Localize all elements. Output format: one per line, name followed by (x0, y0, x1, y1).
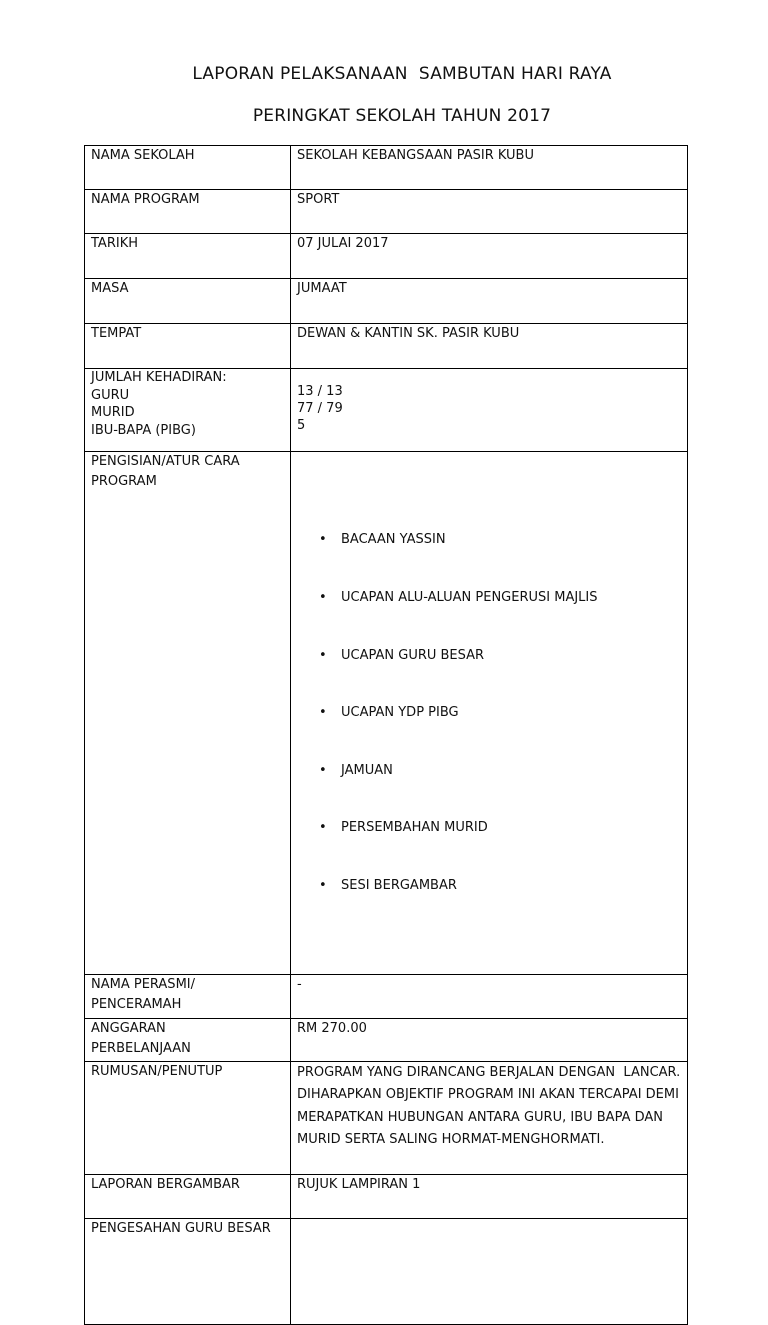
list-item: • UCAPAN GURU BESAR (341, 646, 681, 665)
list-item: • PERSEMBAHAN MURID (341, 818, 681, 837)
table-row (85, 369, 688, 452)
table-row (85, 324, 688, 369)
row-label-masa: MASA (85, 279, 291, 324)
rumusan-line: MERAPATKAN HUBUNGAN ANTARA GURU, IBU BAPA DAN (297, 1109, 663, 1125)
report-title-line2: PERINGKAT SEKOLAH TAHUN 2017 (252, 106, 552, 126)
row-label-nama-sekolah: NAMA SEKOLAH (85, 146, 291, 190)
atur-cara-label-line2: PROGRAM (91, 474, 157, 489)
row-value-kehadiran (291, 369, 688, 452)
table-row (85, 452, 688, 975)
row-value-pengesahan[interactable] (291, 1218, 688, 1324)
table-row (85, 190, 688, 234)
kehadiran-value-ibu-bapa: 5 (297, 418, 306, 433)
row-label-tempat: TEMPAT (85, 324, 291, 369)
row-value-nama-program: SPORT (291, 190, 688, 234)
row-label-atur-cara (85, 452, 291, 975)
table-row (85, 1061, 688, 1174)
row-label-laporan-bergambar: LAPORAN BERGAMBAR (85, 1174, 291, 1218)
table-row (85, 146, 688, 190)
table-row (85, 234, 688, 279)
row-label-tarikh: TARIKH (85, 234, 291, 279)
table-row (85, 974, 688, 1018)
row-value-perasmi: - (291, 974, 688, 1018)
table-row (85, 1018, 688, 1061)
atur-cara-label-line1: PENGISIAN/ATUR CARA (91, 454, 240, 469)
row-label-kehadiran (85, 369, 291, 452)
rumusan-line: DIHARAPKAN OBJEKTIF PROGRAM INI AKAN TERCAPAI DEMI (297, 1087, 679, 1103)
kehadiran-sub-label-murid: MURID (91, 405, 135, 420)
kehadiran-sub-label-ibu-bapa: IBU-BAPA (PIBG) (91, 422, 196, 438)
row-value-rumusan (291, 1061, 688, 1174)
row-label-perasmi (85, 974, 291, 1018)
list-item: • SESI BERGAMBAR (341, 876, 681, 895)
rumusan-line: PROGRAM YANG DIRANCANG BERJALAN DENGAN LANCAR. (297, 1064, 681, 1080)
kehadiran-label: JUMLAH KEHADIRAN: (91, 370, 227, 385)
table-row (85, 279, 688, 324)
anggaran-label-line1: ANGGARAN (91, 1020, 166, 1036)
atur-cara-list (297, 492, 681, 934)
perasmi-label-line1: NAMA PERASMI/ (91, 976, 195, 992)
table-row (85, 1218, 688, 1324)
kehadiran-value-guru: 13 / 13 (297, 384, 343, 399)
row-value-atur-cara (291, 452, 688, 975)
list-item: • JAMUAN (341, 761, 681, 780)
anggaran-label-line2: PERBELANJAAN (91, 1040, 191, 1056)
list-item: • UCAPAN YDP PIBG (341, 703, 681, 722)
row-label-anggaran (85, 1018, 291, 1061)
perasmi-label-line2: PENCERAMAH (91, 996, 182, 1012)
row-value-masa: JUMAAT (291, 279, 688, 324)
kehadiran-value-murid: 77 / 79 (297, 401, 343, 416)
row-value-laporan-bergambar: RUJUK LAMPIRAN 1 (291, 1174, 688, 1218)
report-title-line1: LAPORAN PELAKSANAAN SAMBUTAN HARI RAYA (192, 64, 612, 84)
row-value-tarikh: 07 JULAI 2017 (291, 234, 688, 279)
kehadiran-sub-label-guru: GURU (91, 387, 130, 403)
report-table (84, 145, 688, 1325)
rumusan-line: MURID SERTA SALING HORMAT-MENGHORMATI. (297, 1132, 605, 1148)
row-label-pengesahan: PENGESAHAN GURU BESAR (85, 1218, 291, 1324)
row-value-anggaran: RM 270.00 (291, 1018, 688, 1061)
row-value-nama-sekolah: SEKOLAH KEBANGSAAN PASIR KUBU (291, 146, 688, 190)
list-item: • BACAAN YASSIN (341, 530, 681, 549)
row-value-tempat: DEWAN & KANTIN SK. PASIR KUBU (291, 324, 688, 369)
table-row (85, 1174, 688, 1218)
row-label-rumusan: RUMUSAN/PENUTUP (85, 1061, 291, 1174)
list-item: • UCAPAN ALU-ALUAN PENGERUSI MAJLIS (341, 588, 681, 607)
row-label-nama-program: NAMA PROGRAM (85, 190, 291, 234)
